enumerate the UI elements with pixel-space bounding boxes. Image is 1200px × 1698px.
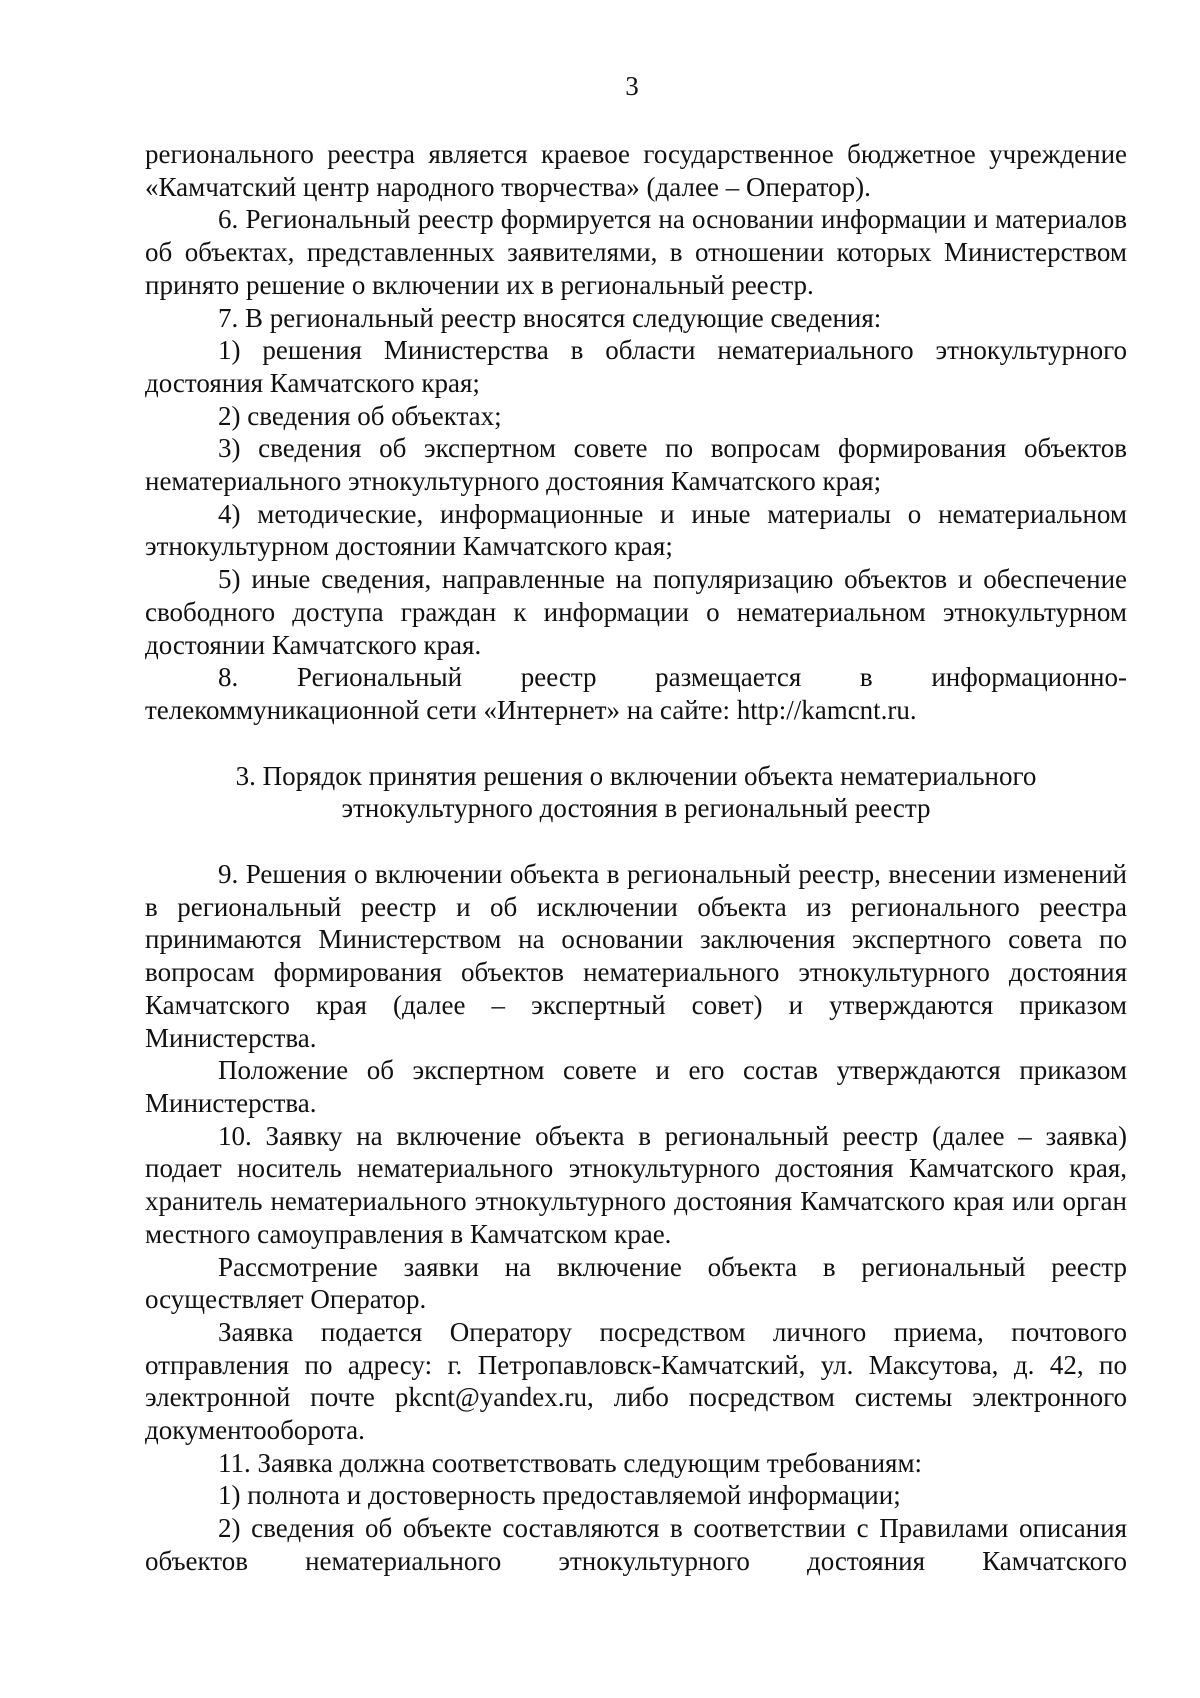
paragraph-application-submission: Заявка подается Оператору посредством личного приема, почтового отправления по адресу: г. Петропавловск-Камчатский, ул. Максутова, д. 42, по электронной почте pkcnt@yandex.ru, либо посредством системы электронного документооборота. [145, 1316, 1127, 1446]
section-heading-line-1: 3. Порядок принятия решения о включении объекта нематериального [235, 760, 1037, 791]
paragraph-item-11-subitem-2: 2) сведения об объекте составляются в соответствии с Правилами описания объектов нематериального этнокультурного достояния Камчатского [145, 1513, 1127, 1576]
paragraph-item-6: 6. Региональный реестр формируется на основании информации и материалов об объектах, представленных заявителями, в отношении которых Министерством принято решение о включении их в региональный реестр. [145, 204, 1127, 300]
paragraph-expert-council: Положение об экспертном совете и его состав утверждаются приказом Министерства. [145, 1055, 1127, 1118]
paragraph-item-7-subitem-1: 1) решения Министерства в области нематериального этнокультурного достояния Камчатского края; [145, 335, 1127, 398]
paragraph-item-9: 9. Решения о включении объекта в региональный реестр, внесении изменений в региональный реестр и об исключении объекта из регионального реестра принимаются Министерством на основании заключения экспертного совета по вопросам формирования объектов нематериального этнокультурного достояния Камчатского края (далее – экспертный совет) и утверждаются приказом Министерства. [145, 859, 1127, 1053]
paragraph-item-7-subitem-4: 4) методические, информационные и иные материалы о нематериальном этнокультурном достоянии Камчатского края; [145, 498, 1127, 562]
section-heading-line-2: этнокультурного достояния в региональный реестр [341, 793, 931, 824]
paragraph-application-review: Рассмотрение заявки на включение объекта в региональный реестр осуществляет Оператор. [145, 1251, 1127, 1315]
paragraph-item-7-subitem-3: 3) сведения об экспертном совете по вопросам формирования объектов нематериального этнокультурного достояния Камчатского края; [145, 433, 1127, 497]
page-number: 3 [625, 71, 639, 101]
paragraph-item-7-subitem-5: 5) иные сведения, направленные на популяризацию объектов и обеспечение свободного доступа граждан к информации о нематериальном этнокультурном достоянии Камчатского края. [145, 564, 1127, 660]
paragraph-item-8: 8. Региональный реестр размещается в информационно-телекоммуникационной сети «Интернет» на сайте: http://kamcnt.ru. [145, 662, 1127, 725]
section-heading [145, 727, 1127, 858]
paragraph-item-10: 10. Заявку на включение объекта в региональный реестр (далее – заявка) подает носитель нематериального этнокультурного достояния Камчатского края, хранитель нематериального этнокультурного достояния Камчатского края или орган местного самоуправления в Камчатском крае. [145, 1120, 1127, 1249]
paragraph-item-7: 7. В региональный реестр вносятся следующие сведения: [218, 302, 882, 333]
document-body [145, 138, 1127, 1578]
paragraph-operator-continuation: регионального реестра является краевое государственное бюджетное учреждение «Камчатский центр народного творчества» (далее – Оператор). [145, 139, 1127, 202]
paragraph-item-11: 11. Заявка должна соответствовать следующим требованиям: [218, 1447, 923, 1478]
paragraph-item-7-subitem-2: 2) сведения об объектах; [218, 400, 502, 431]
paragraph-item-11-subitem-1: 1) полнота и достоверность предоставляемой информации; [218, 1480, 901, 1511]
